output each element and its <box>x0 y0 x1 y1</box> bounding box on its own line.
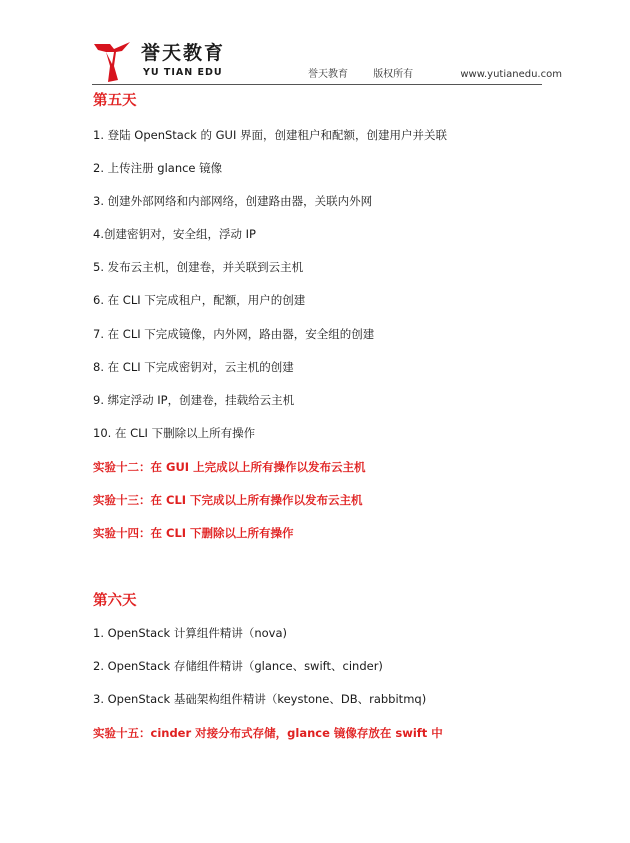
brand-name-cn: 誉天教育 <box>141 42 226 64</box>
day6-item: 3. OpenStack 基础架构组件精讲（keystone、DB、rabbitmq) <box>93 692 427 706</box>
day5-lab: 实验十三：在 CLI 下完成以上所有操作以发布云主机 <box>93 493 363 507</box>
day5-item: 9. 绑定浮动 IP，创建卷，挂载给云主机 <box>93 393 295 407</box>
header-divider <box>92 84 542 85</box>
day5-item: 2. 上传注册 glance 镜像 <box>93 161 223 175</box>
day5-item: 1. 登陆 OpenStack 的 GUI 界面，创建租户和配额，创建用户并关联 <box>93 128 448 142</box>
day6-title: 第六天 <box>93 593 137 609</box>
day5-title: 第五天 <box>93 93 137 109</box>
day5-item: 3. 创建外部网络和内部网络，创建路由器，关联内外网 <box>93 194 373 208</box>
day5-item: 7. 在 CLI 下完成镜像，内外网，路由器，安全组的创建 <box>93 327 375 341</box>
day5-item: 8. 在 CLI 下完成密钥对，云主机的创建 <box>93 360 294 374</box>
header-link-brand: 誉天教育 <box>308 69 348 80</box>
day5-item: 4.创建密钥对，安全组，浮动 IP <box>93 227 256 241</box>
day5-lab: 实验十二：在 GUI 上完成以上所有操作以发布云主机 <box>93 460 366 474</box>
page-header <box>0 0 630 90</box>
header-link-website: www.yutianedu.com <box>460 69 562 80</box>
day5-item: 5. 发布云主机，创建卷，并关联到云主机 <box>93 260 304 274</box>
header-links <box>308 69 562 81</box>
day6-item: 1. OpenStack 计算组件精讲（nova) <box>93 626 287 640</box>
yutian-logo-icon <box>92 40 132 84</box>
day6-lab: 实验十五：cinder 对接分布式存储，glance 镜像存放在 swift 中 <box>93 726 443 740</box>
day5-item: 6. 在 CLI 下完成租户，配额，用户的创建 <box>93 293 306 307</box>
day6-item: 2. OpenStack 存储组件精讲（glance、swift、cinder) <box>93 659 383 673</box>
day5-lab: 实验十四：在 CLI 下删除以上所有操作 <box>93 526 294 540</box>
day5-item: 10. 在 CLI 下删除以上所有操作 <box>93 426 256 440</box>
brand-name-en: YU TIAN EDU <box>143 67 223 78</box>
header-link-copyright: 版权所有 <box>373 69 414 80</box>
